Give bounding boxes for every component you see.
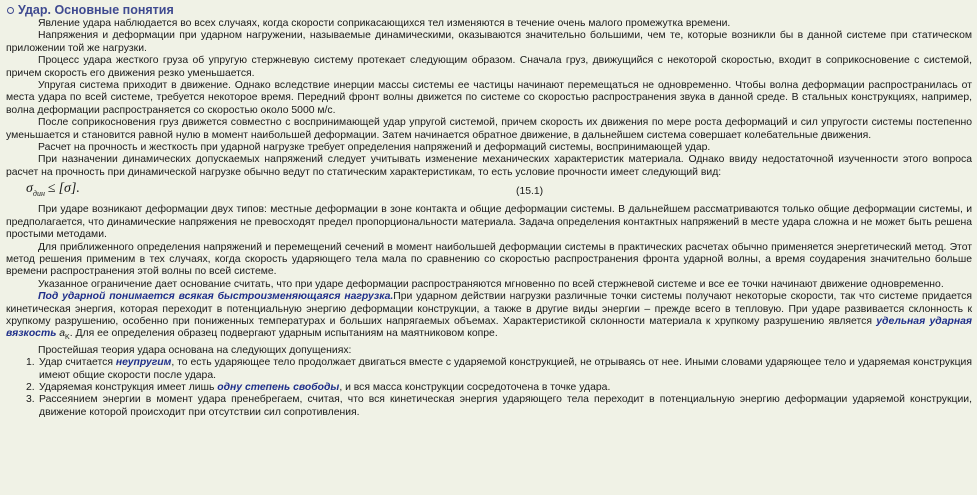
paragraph: После соприкосновения груз движется совместно с воспринимающей удар упругой системой, причем скорость их движения по мере роста деформаций и сил упругости системы постепенно уменьшается и становится равной нулю в момент наибольшей деформации. Затем начинается обратное движение, в дальнейшем система совершает колебательные движения.: [6, 117, 972, 141]
list-item-emphasis: неупругим: [115, 357, 172, 369]
section-title: Удар. Основные понятия: [18, 3, 174, 17]
formula-number: (15.1): [516, 186, 544, 198]
assumptions-list: [6, 357, 972, 419]
paragraph: Напряжения и деформации при ударном нагружении, называемые динамическими, оказываются значительно большими, чем те, которые возникли бы в данной системе при статическом приложении той же нагрузки.: [6, 30, 972, 54]
list-item-text: , то есть ударяющее тело продолжает двигаться вместе с ударяемой конструкцией, не отрываясь от нее. Иными словами ударяющее тело и ударяемая конструкция имеют общие скорости после удара.: [39, 357, 972, 381]
circle-bullet-icon: [7, 7, 14, 14]
paragraph: При ударе возникают деформации двух типов: местные деформации в зоне контакта и общие деформации системы. В дальнейшем рассматриваются только общие деформации системы, и предполагается, что динамические напряжения не превосходят предел пропорциональности материала. Задача определения контактных напряжений в месте удара сложна и не может быть решена простыми методами.: [6, 204, 972, 241]
term-emphasis: удельная ударная вязкость: [6, 315, 973, 340]
list-item: [6, 394, 972, 419]
list-item-text: Удар считается: [39, 357, 116, 369]
paragraph: Упругая система приходит в движение. Однако вследствие инерции массы системы ее частицы начинают перемещаться не одновременно. Чтобы волна деформации распространилась от места удара по всей системе, требуется некоторое время. Передний фронт волны движется по системе со скоростью распространения звука в данной среде. В стальных конструкциях, например, волна деформации распространяется со скоростью около 5000 м/с.: [6, 80, 972, 116]
symbol: a: [59, 328, 66, 340]
symbol-subscript: K: [65, 334, 70, 342]
paragraph: Для приближенного определения напряжений и перемещений сечений в момент наибольшей деформации системы в практических расчетах обычно применяется энергетический метод. Этот метод решения применим в тех случаях, когда скорость ударяющего тела мала по сравнению со скоростью распространения фронта ударной волны, а время соударения значительно больше времени распространения этой волны по всей системе.: [6, 241, 972, 278]
list-item: [6, 382, 972, 394]
paragraph: Указанное ограничение дает основание считать, что при ударе деформации распространяются мгновенно по всей стержневой системе и все ее точки начинают движение одновременно.: [38, 278, 944, 290]
document-body: [4, 18, 973, 419]
list-item-text: , и вся масса конструкции сосредоточена в точке удара.: [339, 382, 611, 394]
formula-relation: ≤: [47, 181, 56, 197]
formula-rhs: [σ].: [58, 181, 80, 197]
paragraph: При назначении динамических допускаемых напряжений следует учитывать изменение механических характеристик материала. Однако ввиду недостаточной изученности этого вопроса расчет на прочность при динамической нагрузке обычно ведут по статическим характеристикам, то есть условие прочности имеет следующий вид:: [6, 154, 972, 178]
paragraph-definition: [6, 291, 972, 345]
paragraph: Простейшая теория удара основана на следующих допущениях:: [38, 344, 352, 356]
formula-subscript: дин: [32, 189, 45, 199]
definition-emphasis: Под ударной понимается всякая быстроизменяющаяся нагрузка.: [38, 291, 394, 303]
strength-condition-formula: [6, 181, 972, 203]
list-item-text: Рассеянием энергии в момент удара пренебрегаем, считая, что вся кинетическая энергия ударяющего тела переходит в потенциальную энергию деформации ударяемой конструкции, движение которой происходит при отсутствии сил сопротивления.: [39, 394, 972, 418]
list-item-number: 1.: [26, 357, 35, 369]
formula-sigma: σ: [26, 181, 33, 197]
paragraph-text: . Для ее определения образец подвергают ударным испытаниям на маятниковом копре.: [69, 328, 498, 340]
paragraph-text: При ударном действии нагрузки различные точки системы получают некоторые скорости, так что системе придается кинетическая энергия, которая переходит в потенциальную энергию деформации конструкции, а также в другие виды энергии – прежде всего в тепловую. При ударе развивается склонность к хрупкому разрушению, особенно при пониженных температурах и больших напрягаемых объемах. Характеристикой склонности материала к хрупкому разрушению является: [6, 291, 973, 327]
paragraph: Расчет на прочность и жесткость при ударной нагрузке требует определения напряжений и деформаций системы, воспринимающей удар.: [38, 142, 711, 154]
list-item-number: 2.: [26, 382, 35, 394]
list-item-emphasis: одну степень свободы: [217, 382, 340, 394]
paragraph: Процесс удара жесткого груза об упругую стержневую систему протекает следующим образом. Сначала груз, движущийся с некоторой скоростью, входит в соприкосновение с системой, причем скорость его движения резко уменьшается.: [6, 55, 972, 79]
paragraph: Явление удара наблюдается во всех случаях, когда скорости соприкасающихся тел изменяются в течение очень малого промежутка времени.: [38, 18, 731, 29]
list-item-number: 3.: [26, 394, 35, 406]
section-header[interactable]: [4, 2, 973, 18]
formula-expression: [26, 183, 80, 200]
list-item: [6, 357, 972, 382]
list-item-text: Ударяемая конструкция имеет лишь: [39, 382, 218, 394]
